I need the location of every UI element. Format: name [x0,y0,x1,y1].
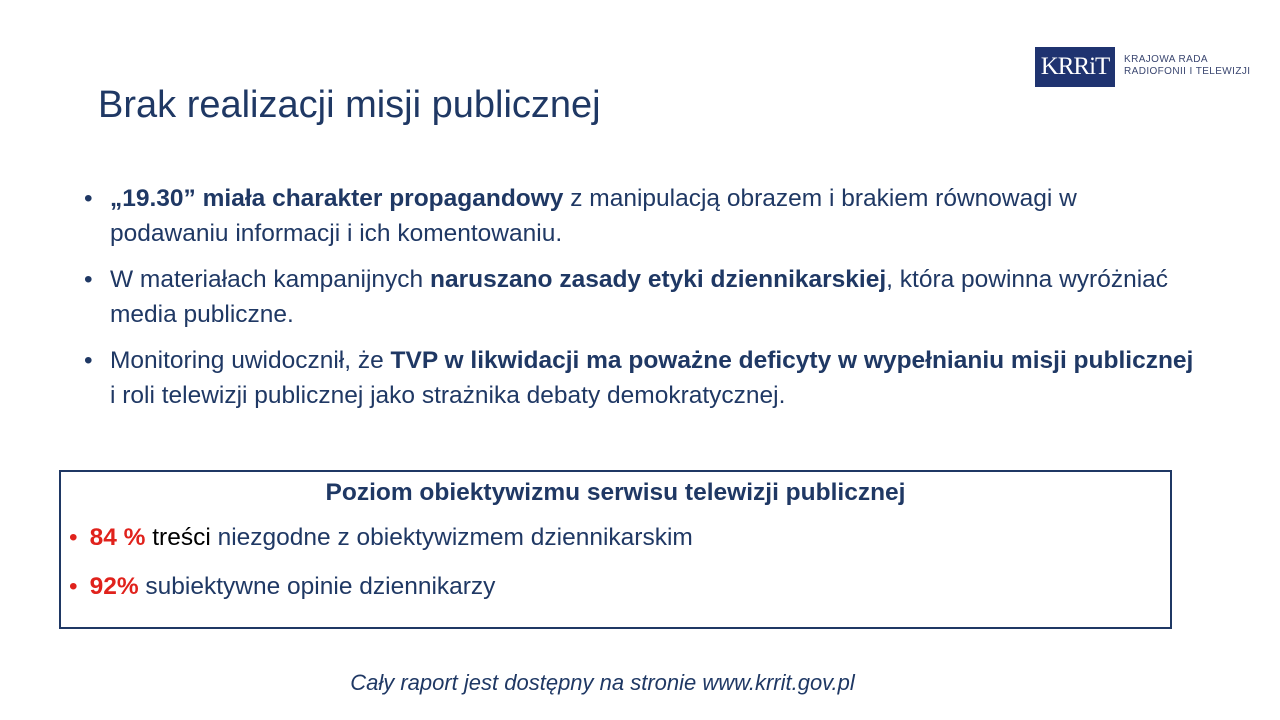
objectivity-item-1-percent: 84 % [89,524,146,551]
objectivity-item-2-text: subiektywne opinie dziennikarzy [138,573,496,600]
logo-line-1: KRAJOWA RADA [1124,54,1208,65]
bullet-dot-icon: • [84,266,93,293]
objectivity-item-2 [69,573,495,601]
bullet-item-2 [84,262,1194,332]
objectivity-item-2-percent: 92% [89,573,139,600]
bullet-list [84,181,1194,424]
krrit-logo-text [1124,54,1250,78]
bullet-dot-icon: • [84,185,93,212]
logo-line-2: RADIOFONII I TELEWIZJI [1124,66,1251,77]
bullet-3-rest: i roli telewizji publicznej jako strażnika debaty demokratycznej. [110,382,786,409]
bullet-1-bold: „19.30” miała charakter propagandowy [110,185,564,212]
bullet-item-1 [84,181,1194,251]
bullet-dot-icon: • [84,347,93,374]
objectivity-item-1 [69,524,693,552]
slide-title: Brak realizacji misji publicznej [98,84,601,126]
report-footer-note: Cały raport jest dostępny na stronie www.krrit.gov.pl [350,670,855,695]
bullet-2-pre: W materiałach kampanijnych [110,266,430,293]
objectivity-box-title: Poziom obiektywizmu serwisu telewizji publicznej [325,479,906,506]
bullet-3-pre: Monitoring uwidocznił, że [110,347,391,374]
objectivity-item-1-word: treści [145,524,211,551]
bullet-1-rest: z manipulacją obrazem i brakiem równowagi w podawaniu informacji i ich komentowaniu. [110,185,1077,247]
objectivity-box [59,470,1172,629]
objectivity-item-1-text: niezgodne z obiektywizmem dziennikarskim [210,524,693,551]
bullet-2-rest: , która powinna wyróżniać media publiczne. [110,266,1169,328]
red-bullet-dot-icon: • [69,573,78,600]
bullet-item-3 [84,343,1194,413]
bullet-2-bold: naruszano zasady etyki dziennikarskiej [429,266,887,293]
krrit-logo [1035,47,1250,87]
krrit-logo-mark: KRRiT [1035,47,1115,87]
bullet-3-bold: TVP w likwidacji ma poważne deficyty w wypełnianiu misji publicznej [390,347,1194,374]
red-bullet-dot-icon: • [69,524,78,551]
